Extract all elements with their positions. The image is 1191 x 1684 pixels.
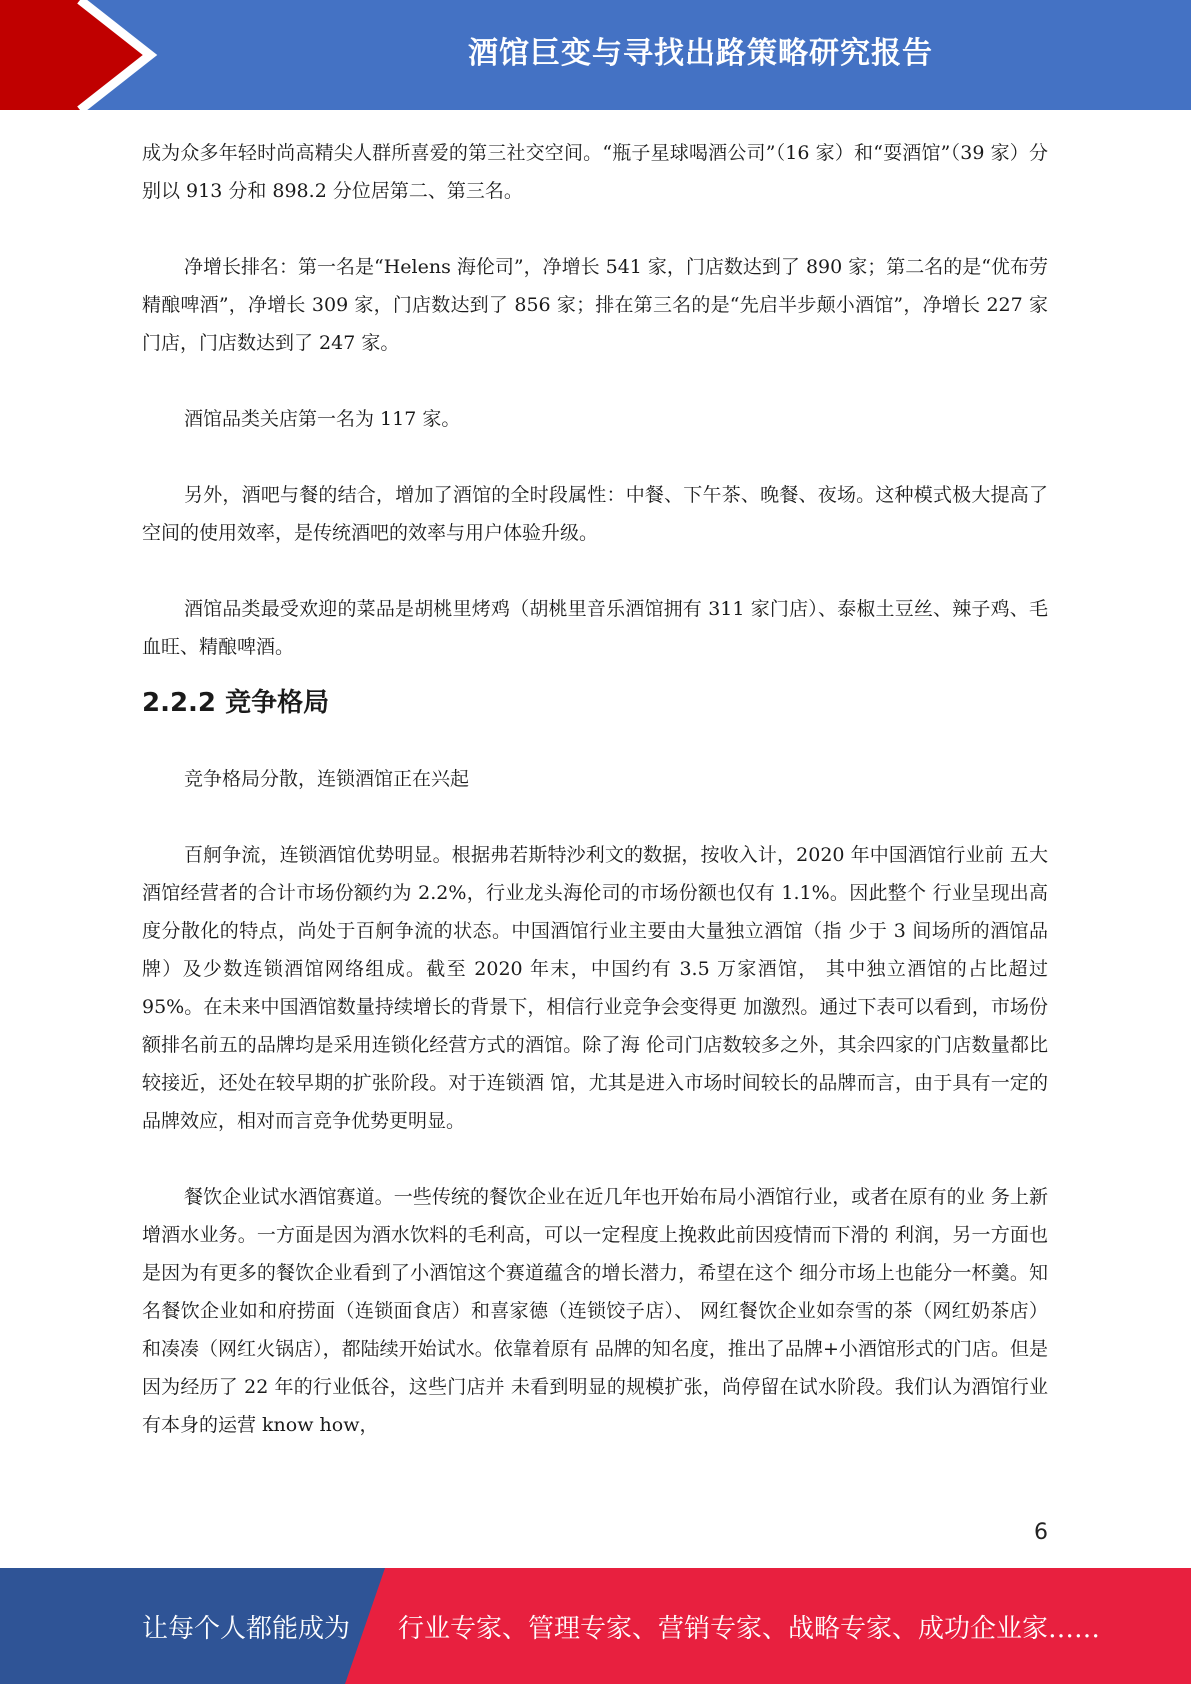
paragraph: 百舸争流，连锁酒馆优势明显。根据弗若斯特沙利文的数据，按收入计，2020 年中国酒馆行业前 五大酒馆经营者的合计市场份额约为 2.2%，行业龙头海伦司的市场份额也仅有 1.1%。因此整个 行业呈现出高度分散化的特点，尚处于百舸争流的状态。中国酒馆行业主要由大量独立酒馆（指 少于 3 间场所的酒馆品牌）及少数连锁酒馆网络组成。截至 2020 年末，中国约有 3.5 万家酒馆， 其中独立酒馆的占比超过 95%。在未来中国酒馆数量持续增长的背景下，相信行业竞争会变得更 加激烈。通过下表可以看到，市场份额排名前五的品牌均是采用连锁化经营方式的酒馆。除了海 伦司门店数较多之外，其余四家的门店数量都比较接近，还处在较早期的扩张阶段。对于连锁酒 馆，尤其是进入市场时间较长的品牌而言，由于具有一定的品牌效应，相对而言竞争优势更明显。	[142, 844, 1048, 1132]
footer-slogan-left: 让每个人都能成为	[142, 1613, 351, 1644]
header-banner	[0, 0, 1191, 110]
section-heading: 2.2.2 竞争格局	[142, 688, 330, 718]
footer-slogan-right: 行业专家、管理专家、营销专家、战略专家、成功企业家……	[398, 1613, 1101, 1644]
paragraph: 酒馆品类最受欢迎的菜品是胡桃里烤鸡（胡桃里音乐酒馆拥有 311 家门店）、泰椒土豆丝、辣子鸡、毛血旺、精酿啤酒。	[142, 598, 1048, 658]
page-number: 6	[1034, 1520, 1048, 1545]
paragraph: 成为众多年轻时尚高精尖人群所喜爱的第三社交空间。“瓶子星球喝酒公司”（16 家）和“耍酒馆”（39 家）分别以 913 分和 898.2 分位居第二、第三名。	[142, 142, 1048, 202]
main-content	[142, 134, 1048, 1444]
paragraph: 竞争格局分散，连锁酒馆正在兴起	[184, 768, 470, 790]
paragraph: 酒馆品类关店第一名为 117 家。	[184, 408, 461, 430]
paragraph: 另外，酒吧与餐的结合，增加了酒馆的全时段属性：中餐、下午茶、晚餐、夜场。这种模式极大提高了空间的使用效率，是传统酒吧的效率与用户体验升级。	[142, 484, 1048, 544]
footer-banner	[0, 1568, 1191, 1684]
paragraph: 餐饮企业试水酒馆赛道。一些传统的餐饮企业在近几年也开始布局小酒馆行业，或者在原有的业 务上新增酒水业务。一方面是因为酒水饮料的毛利高，可以一定程度上挽救此前因疫情而下滑的 利润，另一方面也是因为有更多的餐饮企业看到了小酒馆这个赛道蕴含的增长潜力，希望在这个 细分市场上也能分一杯羹。知名餐饮企业如和府捞面（连锁面食店）和喜家德（连锁饺子店）、 网红餐饮企业如奈雪的茶（网红奶茶店）和凑凑（网红火锅店），都陆续开始试水。依靠着原有 品牌的知名度，推出了品牌+小酒馆形式的门店。但是因为经历了 22 年的行业低谷，这些门店并 未看到明显的规模扩张，尚停留在试水阶段。我们认为酒馆行业有本身的运营 know how，	[142, 1186, 1048, 1436]
paragraph: 净增长排名：第一名是“Helens 海伦司”，净增长 541 家，门店数达到了 890 家；第二名的是“优布劳精酿啤酒”，净增长 309 家，门店数达到了 856 家；排在第三名的是“先启半步颠小酒馆”，净增长 227 家门店，门店数达到了 247 家。	[142, 256, 1048, 354]
report-title: 酒馆巨变与寻找出路策略研究报告	[468, 36, 933, 71]
